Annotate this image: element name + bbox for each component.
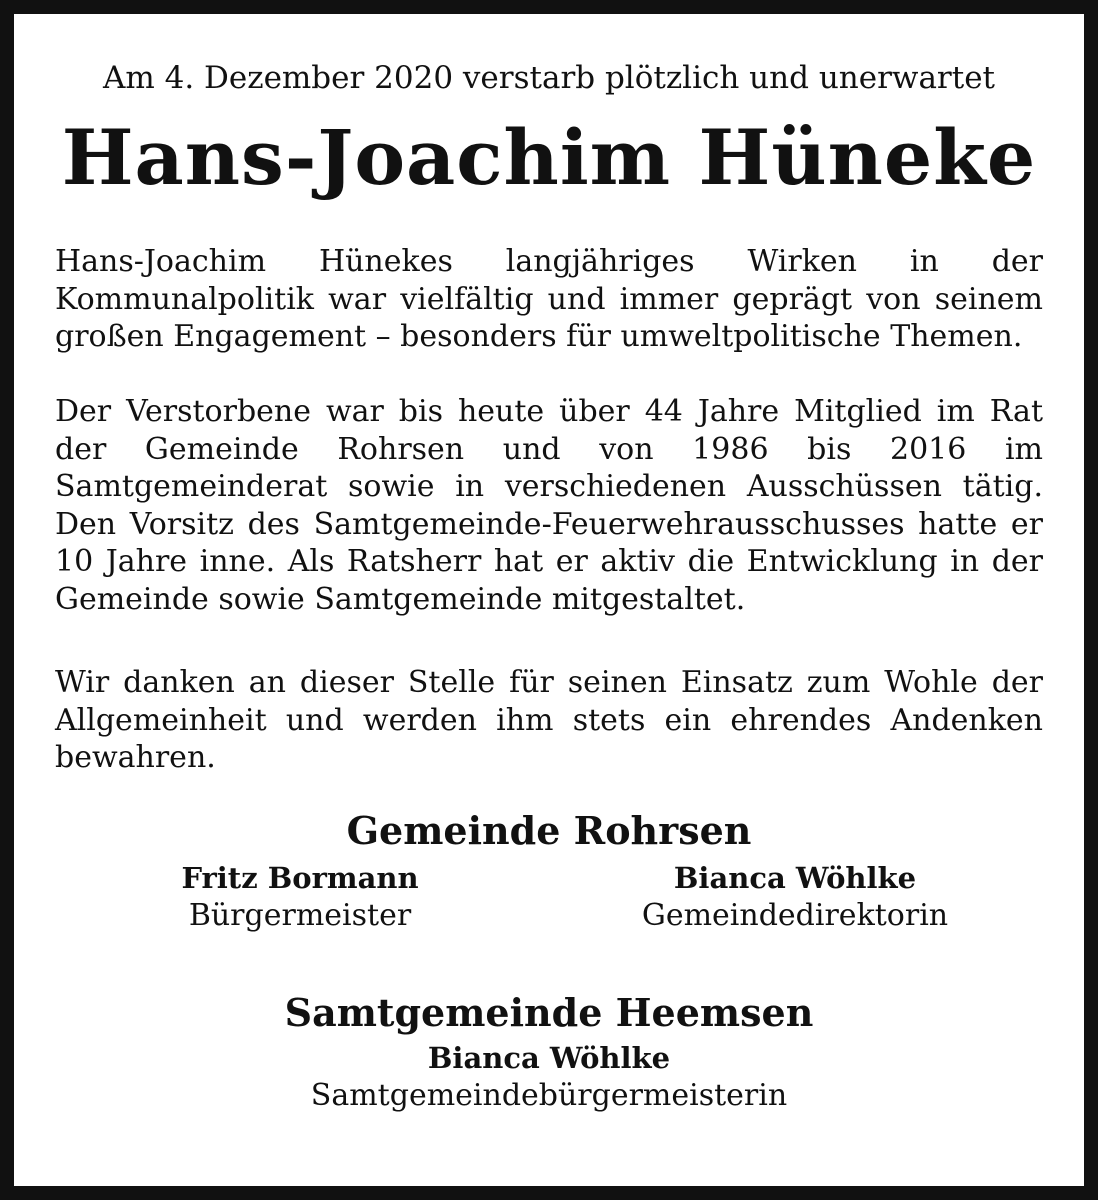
signatory-bianca-woehlke-samtgemeinde: [0, 1040, 1098, 1116]
signatory-bianca-woehlke-gemeinde: [595, 860, 995, 936]
organization-samtgemeinde-heemsen: Samtgemeinde Heemsen: [284, 990, 814, 1035]
signatory-role: Samtgemeindebürgermeisterin: [310, 1078, 788, 1113]
deceased-name: Hans-Joachim Hüneke: [61, 113, 1037, 202]
organization-gemeinde-rohrsen: Gemeinde Rohrsen: [346, 808, 752, 853]
intro-line: Am 4. Dezember 2020 verstarb plötzlich und unerwartet: [102, 60, 996, 96]
paragraph-career: Der Verstorbene war bis heute über 44 Jahre Mitglied im Rat der Gemeinde Rohrsen und von 1986 bis 2016 im Samtgemeinderat sowie in verschiedenen Ausschüssen tätig. Den Vorsitz des Samtgemeinde-Feuerwehrausschusses hatte er 10 Jahre inne. Als Ratsherr hat er aktiv die Entwicklung in der Gemeinde sowie Samtgemeinde mitgestaltet.: [55, 394, 1043, 617]
signatory-fritz-bormann: [100, 860, 500, 936]
signatory-name: Bianca Wöhlke: [427, 1041, 671, 1075]
signatory-role: Gemeindedirektorin: [641, 898, 949, 933]
signatory-role: Bürgermeister: [188, 898, 412, 933]
paragraph-thanks: Wir danken an dieser Stelle für seinen Einsatz zum Wohle der Allgemeinheit und werden ihm stets ein ehrendes Andenken bewahren.: [55, 665, 1043, 775]
signatory-name: Bianca Wöhlke: [673, 861, 917, 895]
signatory-name: Fritz Bormann: [181, 861, 419, 895]
paragraph-tribute: Hans-Joachim Hünekes langjähriges Wirken in der Kommunalpolitik war vielfältig und immer geprägt von seinem großen Engagement – besonders für umweltpolitische Themen.: [55, 244, 1043, 354]
